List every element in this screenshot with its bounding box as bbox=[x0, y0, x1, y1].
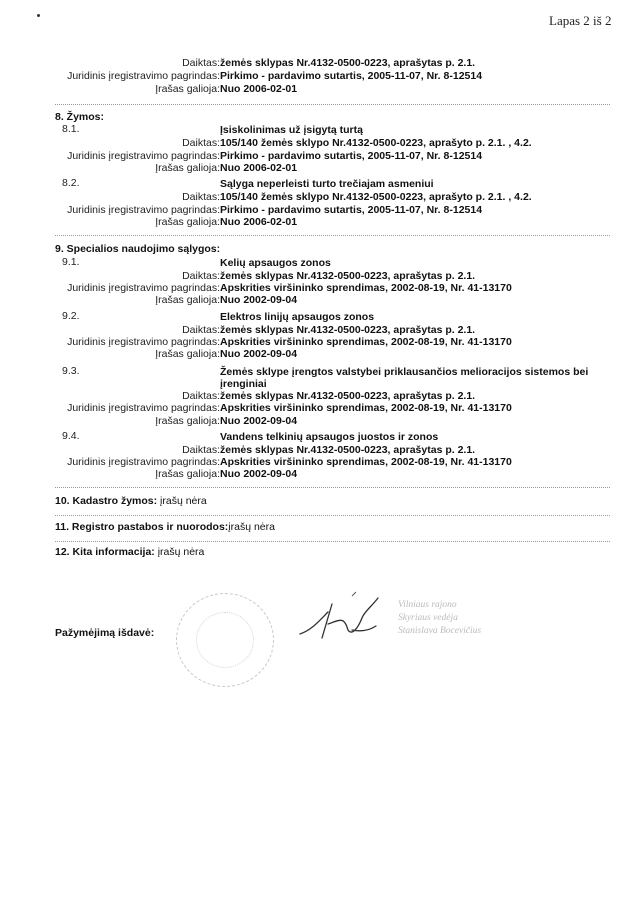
separator bbox=[55, 235, 610, 236]
valid-label: Įrašas galioja: bbox=[155, 348, 220, 360]
basis-value: Apskrities viršininko sprendimas, 2002-08-19, Nr. 41-13170 bbox=[220, 336, 512, 348]
basis-value: Apskrities viršininko sprendimas, 2002-08-19, Nr. 41-13170 bbox=[220, 402, 512, 414]
object-value: 105/140 žemės sklypo Nr.4132-0500-0223, aprašyto p. 2.1. , 4.2. bbox=[220, 137, 532, 149]
valid-value: Nuo 2002-09-04 bbox=[220, 468, 298, 480]
object-value: žemės sklypas Nr.4132-0500-0223, aprašytas p. 2.1. bbox=[220, 324, 476, 336]
basis-value: Pirkimo - pardavimo sutartis, 2005-11-07, Nr. 8-12514 bbox=[220, 150, 483, 162]
record-title: Žemės sklype įrengtos valstybei priklausančios melioracijos sistemos bei įrenginiai bbox=[220, 366, 589, 390]
object-label: Daiktas: bbox=[182, 270, 220, 282]
object-value: žemės sklypas Nr.4132-0500-0223, aprašytas p. 2.1. bbox=[220, 57, 476, 69]
object-value: žemės sklypas Nr.4132-0500-0223, aprašytas p. 2.1. bbox=[220, 270, 476, 282]
basis-label: Juridinis įregistravimo pagrindas: bbox=[67, 282, 220, 294]
record-title: Įsiskolinimas už įsigytą turtą bbox=[220, 124, 363, 136]
record-title: Kelių apsaugos zonos bbox=[220, 257, 331, 269]
valid-value: Nuo 2006-02-01 bbox=[220, 83, 298, 95]
object-label: Daiktas: bbox=[182, 191, 220, 203]
basis-label: Juridinis įregistravimo pagrindas: bbox=[67, 336, 220, 348]
basis-value: Apskrities viršininko sprendimas, 2002-08-19, Nr. 41-13170 bbox=[220, 282, 512, 294]
section-10-value: įrašų nėra bbox=[160, 495, 207, 507]
scan-speck bbox=[37, 14, 40, 17]
faded-stamp-line: Skyriaus vedėja bbox=[398, 613, 458, 623]
basis-value: Pirkimo - pardavimo sutartis, 2005-11-07, Nr. 8-12514 bbox=[220, 70, 483, 82]
valid-label: Įrašas galioja: bbox=[155, 294, 220, 306]
object-value: žemės sklypas Nr.4132-0500-0223, aprašytas p. 2.1. bbox=[220, 444, 476, 456]
section-12-value: įrašų nėra bbox=[157, 546, 205, 558]
record-title: Elektros linijų apsaugos zonos bbox=[220, 311, 375, 323]
separator bbox=[55, 487, 610, 488]
valid-label: Įrašas galioja: bbox=[155, 162, 220, 174]
record-number: 9.3. bbox=[62, 365, 80, 377]
record-number: 8.1. bbox=[62, 123, 80, 135]
separator bbox=[55, 515, 610, 516]
record-number: 9.4. bbox=[62, 430, 80, 442]
faded-stamp-line: Stanislava Bocevičius bbox=[398, 626, 482, 636]
valid-label: Įrašas galioja: bbox=[155, 415, 220, 427]
section-11 bbox=[55, 521, 275, 533]
handwritten-signature bbox=[292, 590, 392, 650]
valid-value: Nuo 2006-02-01 bbox=[220, 162, 298, 174]
page-number: Lapas 2 iš 2 bbox=[549, 13, 612, 28]
section-11-title: 11. Registro pastabos ir nuorodos: bbox=[55, 521, 229, 533]
valid-label: Įrašas galioja: bbox=[155, 83, 220, 95]
basis-label: Juridinis įregistravimo pagrindas: bbox=[67, 402, 220, 414]
faded-stamp-inner-ring bbox=[196, 612, 254, 668]
valid-value: Nuo 2002-09-04 bbox=[220, 415, 298, 427]
object-label: Daiktas: bbox=[182, 137, 220, 149]
record-title: Vandens telkinių apsaugos juostos ir zonos bbox=[220, 431, 439, 443]
section-12 bbox=[55, 546, 204, 558]
faded-stamp-line: Vilniaus rajono bbox=[398, 600, 457, 610]
record-number: 9.1. bbox=[62, 256, 80, 268]
record-title: Sąlyga neperleisti turto trečiajam asmeniui bbox=[220, 178, 434, 190]
basis-value: Apskrities viršininko sprendimas, 2002-08-19, Nr. 41-13170 bbox=[220, 456, 512, 468]
section-8-title: 8. Žymos: bbox=[55, 111, 105, 123]
basis-value: Pirkimo - pardavimo sutartis, 2005-11-07, Nr. 8-12514 bbox=[220, 204, 483, 216]
valid-value: Nuo 2006-02-01 bbox=[220, 216, 298, 228]
object-label: Daiktas: bbox=[182, 324, 220, 336]
object-label: Daiktas: bbox=[182, 390, 220, 402]
valid-label: Įrašas galioja: bbox=[155, 216, 220, 228]
section-11-value: įrašų nėra bbox=[228, 521, 275, 533]
basis-label: Juridinis įregistravimo pagrindas: bbox=[67, 70, 220, 82]
issued-by-label: Pažymėjimą išdavė: bbox=[55, 627, 155, 639]
object-value: 105/140 žemės sklypo Nr.4132-0500-0223, aprašyto p. 2.1. , 4.2. bbox=[220, 191, 532, 203]
basis-label: Juridinis įregistravimo pagrindas: bbox=[67, 456, 220, 468]
record-number: 8.2. bbox=[62, 177, 80, 189]
valid-label: Įrašas galioja: bbox=[155, 468, 220, 480]
valid-value: Nuo 2002-09-04 bbox=[220, 348, 298, 360]
record-number: 9.2. bbox=[62, 310, 80, 322]
separator bbox=[55, 541, 610, 542]
valid-value: Nuo 2002-09-04 bbox=[220, 294, 298, 306]
section-12-title: 12. Kita informacija: bbox=[55, 546, 155, 558]
section-10-title: 10. Kadastro žymos: bbox=[55, 495, 158, 507]
basis-label: Juridinis įregistravimo pagrindas: bbox=[67, 204, 220, 216]
object-label: Daiktas: bbox=[182, 57, 220, 69]
object-value: žemės sklypas Nr.4132-0500-0223, aprašytas p. 2.1. bbox=[220, 390, 476, 402]
section-10 bbox=[55, 495, 207, 507]
basis-label: Juridinis įregistravimo pagrindas: bbox=[67, 150, 220, 162]
separator bbox=[55, 104, 610, 105]
section-9-title: 9. Specialios naudojimo sąlygos: bbox=[55, 243, 221, 255]
object-label: Daiktas: bbox=[182, 444, 220, 456]
